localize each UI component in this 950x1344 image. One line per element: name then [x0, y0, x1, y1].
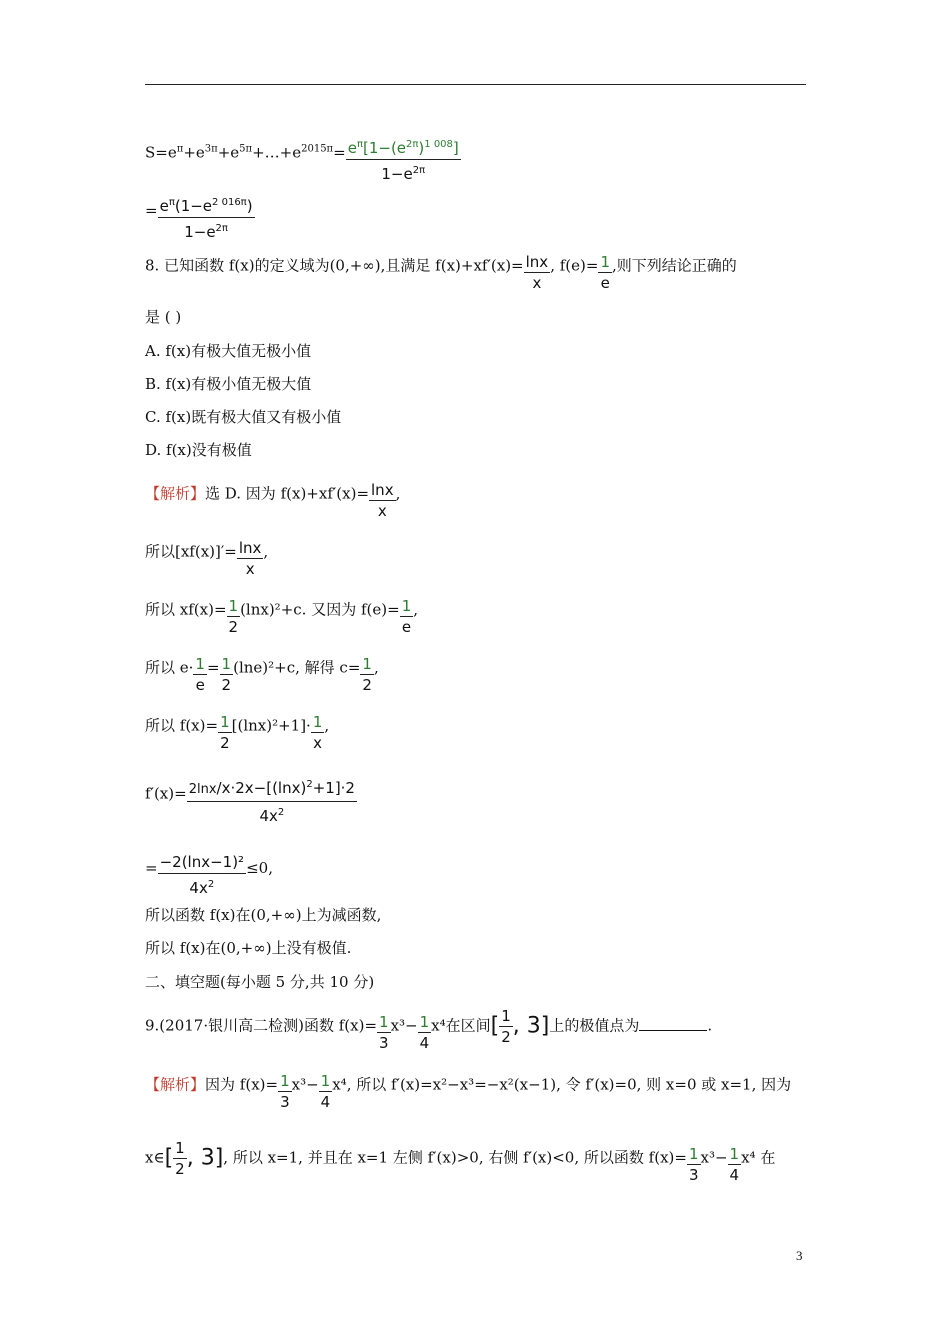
solution-8-l7: = $\frac{\text{−2(lnx−1)²}}{4x^2}$ ≤0,: [145, 853, 273, 897]
solution-8-l8: 所以函数 f(x)在(0,+∞)上为减函数,: [145, 906, 382, 924]
solution-8-l6: f′(x)= $\frac{2\ln x/x\cdot 2x-[(\ln x)^2+1]\cdot 2}{4x^2}$: [145, 768, 357, 821]
solution-8-l2: 所以[xf(x)]′= $\frac{\ln x}{x}$ ,: [145, 539, 269, 578]
option-c: C. f(x)既有极大值又有极小值: [145, 408, 342, 426]
answer-blank[interactable]: [639, 1030, 707, 1031]
option-b: B. f(x)有极小值无极大值: [145, 375, 312, 393]
solution-9-l1: 【解析】因为 f(x)= $\frac{1}{3}$ x³− $\frac{1}{4}$ x⁴, 所以 f′(x)=x²−x³=−x²(x−1), 令 f′(x)=0, 则 x=0 或 x=1, 因为: [145, 1072, 792, 1111]
option-a: A. f(x)有极大值无极小值: [145, 342, 312, 360]
section-heading: 二、填空题(每小题 5 分,共 10 分): [145, 973, 375, 991]
solution-8-l3: 所以 xf(x)= $\frac{1}{2}$ (lnx)²+c. 又因为 f(e)= $\frac{1}{e}$ ,: [145, 597, 419, 636]
question-8-cont: 是 ( ): [145, 308, 182, 326]
question-8: 8. 已知函数 f(x)的定义域为(0,+∞),且满足 f(x)+xf′(x)= $\frac{\ln x}{x}$ , f(e)= $\frac{1}{e}$ ,则下列结论正确的: [145, 253, 737, 292]
formula-line-2: = $\frac{e^\pi(1-e^{2 016\pi})}{1-e^{2\pi}}$: [145, 186, 255, 237]
solution-8-l9: 所以 f(x)在(0,+∞)上没有极值.: [145, 939, 352, 957]
page-number: 3: [796, 1248, 803, 1263]
solution-9-l2: x∈[ $\frac{1}{2}$ , 3], 所以 x=1, 并且在 x=1 左侧 f′(x)>0, 右侧 f′(x)<0, 所以函数 f(x)= $\frac{1}{3}$ x³− $\frac{1}{4}$ x⁴ 在: [145, 1139, 776, 1184]
solution-8-l4: 所以 e· $\frac{1}{e}$ = $\frac{1}{2}$ (lne)²+c, 解得 c= $\frac{1}{2}$ ,: [145, 655, 379, 694]
solution-8-l5: 所以 f(x)= $\frac{1}{2}$ [(lnx)²+1]· $\frac{1}{x}$ ,: [145, 713, 330, 752]
fraction: $\frac{e^\pi(1-e^{2 016\pi})}{1-e^{2\pi}}$: [158, 192, 255, 243]
formula-line-1: $S=e^\pi+e^{3\pi}+e^{5\pi}+\dots+e^{2015\pi}=$ $\frac{e^\pi[1-(e^{2\pi})^{1 008}]}{1-e^{2\pi}}$: [145, 128, 461, 179]
question-9: 9.(2017·银川高二检测)函数 f(x)= $\frac{1}{3}$ x³− $\frac{1}{4}$ x⁴在区间[ $\frac{1}{2}$ , 3]上的极值点为 .: [145, 1007, 713, 1052]
fraction: $\frac{e^\pi[1-(e^{2\pi})^{1 008}]}{1-e^{2\pi}}$: [346, 134, 461, 185]
option-d: D. f(x)没有极值: [145, 441, 252, 459]
solution-8-l1: 【解析】选 D. 因为 f(x)+xf′(x)= $\frac{\ln x}{x}$ ,: [145, 481, 401, 520]
header-rule: [145, 84, 806, 85]
